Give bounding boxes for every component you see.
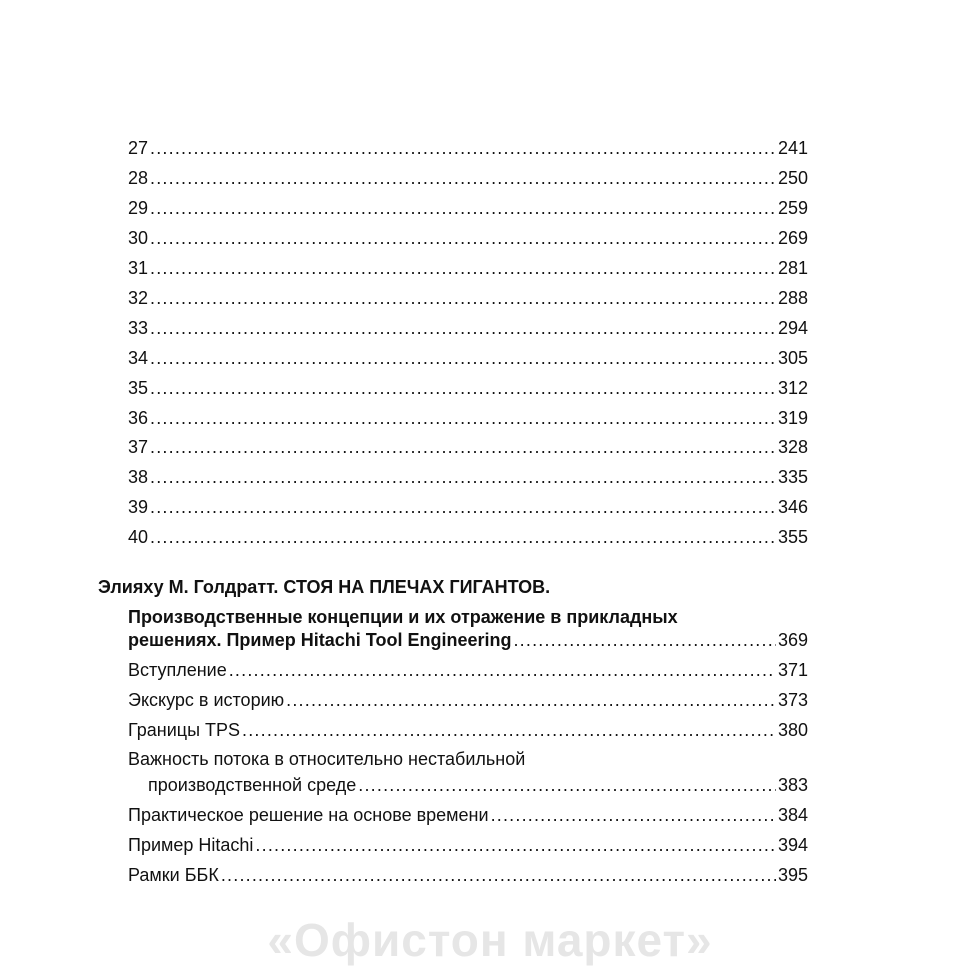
toc-chapter-number: 31: [128, 258, 149, 278]
toc-leader-dots: [286, 687, 776, 713]
toc-entry-label: Вступление: [128, 660, 227, 680]
toc-page-number: 288: [777, 288, 808, 308]
toc-page-number: 371: [777, 660, 808, 680]
toc-leader-dots: [358, 772, 776, 798]
toc-page-number: 346: [777, 497, 808, 517]
toc-chapter-number: 28: [128, 168, 149, 188]
toc-row: [128, 405, 808, 431]
toc-chapter-number: 32: [128, 288, 149, 308]
toc-row: [128, 524, 808, 550]
toc-entry-label: Важность потока в относительно нестабильной: [128, 749, 526, 769]
toc-entry-label: Границы TPS: [128, 720, 241, 740]
toc-chapter-number: 37: [128, 437, 149, 457]
toc-leader-dots: [150, 255, 776, 281]
toc-row: [128, 315, 808, 341]
toc-row: [128, 464, 808, 490]
section-heading: [98, 574, 550, 600]
toc-leader-dots: [150, 285, 776, 311]
toc-chapter-number: 27: [128, 138, 149, 158]
toc-page-number: 395: [777, 865, 808, 885]
toc-chapter-number: 29: [128, 198, 149, 218]
toc-leader-dots: [491, 802, 776, 828]
toc-page-number: 250: [777, 168, 808, 188]
toc-chapter-number: 34: [128, 348, 149, 368]
toc-page-number: 373: [777, 690, 808, 710]
toc-page-number: 369: [777, 630, 808, 650]
toc-row: [128, 135, 808, 161]
toc-row: [128, 285, 808, 311]
toc-leader-dots: [150, 405, 776, 431]
toc-leader-dots: [150, 195, 776, 221]
toc-row: [128, 494, 808, 520]
toc-page-number: 281: [777, 258, 808, 278]
toc-leader-dots: [150, 434, 776, 460]
toc-chapter-number: 39: [128, 497, 149, 517]
toc-leader-dots: [242, 717, 776, 743]
toc-row: [128, 255, 808, 281]
toc-entry-label-continued: производственной среде: [148, 775, 357, 795]
toc-leader-dots: [255, 832, 776, 858]
toc-leader-dots: [221, 862, 776, 888]
toc-leader-dots: [150, 494, 776, 520]
toc-page-number: 319: [777, 408, 808, 428]
toc-page-number: 259: [777, 198, 808, 218]
toc-row: [128, 832, 808, 858]
toc-leader-dots: [150, 135, 776, 161]
toc-entry-label: Практическое решение на основе времени: [128, 805, 489, 825]
toc-entry-label: Экскурс в историю: [128, 690, 285, 710]
toc-chapter-number: 38: [128, 467, 149, 487]
toc-entry-label: Рамки ББК: [128, 865, 219, 885]
section-title: СТОЯ НА ПЛЕЧАХ ГИГАНТОВ.: [283, 577, 551, 597]
toc-row: [128, 862, 808, 888]
toc-page-number: 383: [777, 775, 808, 795]
toc-row: [128, 802, 808, 828]
toc-row: [128, 717, 808, 743]
section-author: Элияху М. Голдратт.: [98, 577, 279, 597]
toc-row: [128, 195, 808, 221]
toc-row: [128, 345, 808, 371]
toc-page-number: 380: [777, 720, 808, 740]
toc-page-number: 312: [777, 378, 808, 398]
toc-leader-dots: [150, 524, 776, 550]
toc-page-number: 269: [777, 228, 808, 248]
section-subtitle-line2: решениях. Пример Hitachi Tool Engineering: [128, 630, 512, 650]
toc-row: [128, 687, 808, 713]
toc-row: [128, 375, 808, 401]
toc-row: [128, 434, 808, 460]
toc-leader-dots: [150, 315, 776, 341]
toc-page-number: 384: [777, 805, 808, 825]
section-subtitle-line1: Производственные концепции и их отражение в прикладных: [128, 607, 678, 627]
toc-leader-dots: [513, 627, 775, 653]
toc-row: [148, 772, 808, 798]
toc-chapter-number: 40: [128, 527, 149, 547]
toc-leader-dots: [150, 464, 776, 490]
toc-row: [128, 225, 808, 251]
watermark: «Офистон маркет»: [267, 914, 713, 966]
toc-page-number: 305: [777, 348, 808, 368]
toc-page-number: 294: [777, 318, 808, 338]
toc-leader-dots: [150, 165, 776, 191]
toc-chapter-number: 36: [128, 408, 149, 428]
toc-chapter-number: 35: [128, 378, 149, 398]
toc-row: [128, 657, 808, 683]
toc-leader-dots: [150, 225, 776, 251]
toc-row: [128, 627, 808, 653]
toc-leader-dots: [150, 375, 776, 401]
toc-page-number: 328: [777, 437, 808, 457]
toc-page-number: 394: [777, 835, 808, 855]
toc-page-number: 355: [777, 527, 808, 547]
toc-chapter-number: 33: [128, 318, 149, 338]
toc-chapter-number: 30: [128, 228, 149, 248]
toc-page-number: 241: [777, 138, 808, 158]
toc-entry-label: Пример Hitachi: [128, 835, 254, 855]
toc-leader-dots: [150, 345, 776, 371]
toc-row: [128, 165, 808, 191]
toc-page-number: 335: [777, 467, 808, 487]
toc-leader-dots: [229, 657, 776, 683]
